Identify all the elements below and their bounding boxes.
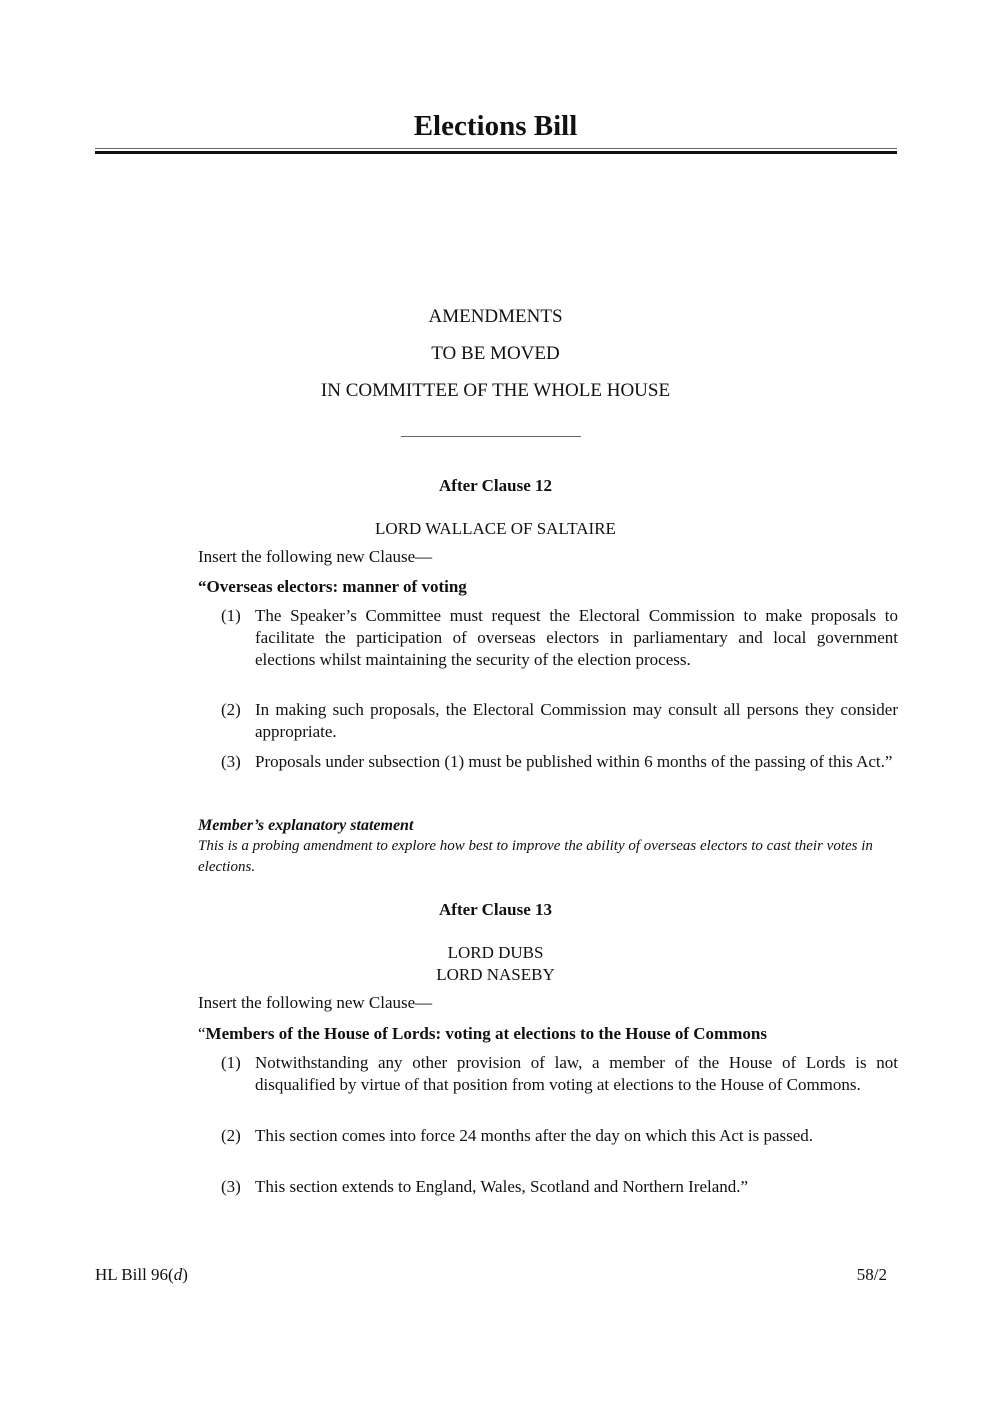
subsection-text: Notwithstanding any other provision of law, a member of the House of Lords is not disqualified by virtue of that position from voting at elections to the House of Commons. — [255, 1053, 898, 1094]
subsection-number: (1) — [221, 606, 241, 625]
subsection — [198, 1052, 898, 1096]
subsection-number: (3) — [221, 1177, 241, 1196]
bill-reference — [95, 1264, 188, 1286]
subsection — [198, 699, 898, 743]
header-line-amendments: AMENDMENTS — [428, 306, 563, 327]
header-divider — [401, 436, 581, 437]
bill-reference-prefix: HL Bill 96( — [95, 1265, 174, 1284]
sponsor-name: LORD DUBS — [447, 943, 544, 962]
subsection-number: (2) — [221, 700, 241, 719]
subsection — [198, 605, 898, 671]
clause-title-quote: “ — [198, 1024, 206, 1043]
clause-title-text: Members of the House of Lords: voting at elections to the House of Commons — [205, 1024, 767, 1043]
subsection-number: (2) — [221, 1126, 241, 1145]
bill-reference-suffix: ) — [182, 1265, 188, 1284]
subsection-number: (3) — [221, 752, 241, 771]
subsection — [198, 751, 898, 773]
new-clause-title — [198, 1023, 898, 1045]
subsection-text: This section extends to England, Wales, Scotland and Northern Ireland.” — [255, 1177, 749, 1196]
amendment-position-heading: After Clause 13 — [439, 900, 552, 919]
bill-reference-letter: d — [173, 1265, 183, 1284]
new-clause-title — [198, 576, 898, 598]
explanatory-statement-title: Member’s explanatory statement — [198, 817, 414, 834]
clause-title-quote: “ — [198, 577, 207, 596]
title-rule-thick — [95, 151, 897, 154]
subsection-number: (1) — [221, 1053, 241, 1072]
title-rule-thin — [95, 148, 897, 149]
explanatory-statement-text: This is a probing amendment to explore how best to improve the ability of overseas electors to cast their votes in elections. — [198, 838, 873, 875]
subsection-text: The Speaker’s Committee must request the Electoral Commission to make proposals to facilitate the participation of overseas electors in parliamentary and local government elections whilst maintaining the security of the election process. — [255, 606, 898, 669]
page-reference: 58/2 — [856, 1265, 887, 1284]
amendment-position-heading: After Clause 12 — [439, 476, 552, 495]
sponsor-name: LORD NASEBY — [436, 965, 555, 984]
subsection-text: This section comes into force 24 months after the day on which this Act is passed. — [255, 1126, 814, 1145]
subsection-text: Proposals under subsection (1) must be published within 6 months of the passing of this Act.” — [255, 752, 893, 771]
subsection-text: In making such proposals, the Electoral Commission may consult all persons they consider appropriate. — [255, 700, 898, 741]
amendment-instruction: Insert the following new Clause— — [198, 547, 433, 566]
page-title: Elections Bill — [413, 110, 578, 142]
subsection — [198, 1176, 898, 1198]
sponsor-name: LORD WALLACE OF SALTAIRE — [375, 519, 616, 538]
amendment-instruction: Insert the following new Clause— — [198, 993, 433, 1012]
header-line-committee: IN COMMITTEE OF THE WHOLE HOUSE — [320, 380, 671, 401]
header-line-to-be-moved: TO BE MOVED — [431, 343, 560, 364]
subsection — [198, 1125, 898, 1147]
clause-title-text: Overseas electors: manner of voting — [206, 577, 467, 596]
